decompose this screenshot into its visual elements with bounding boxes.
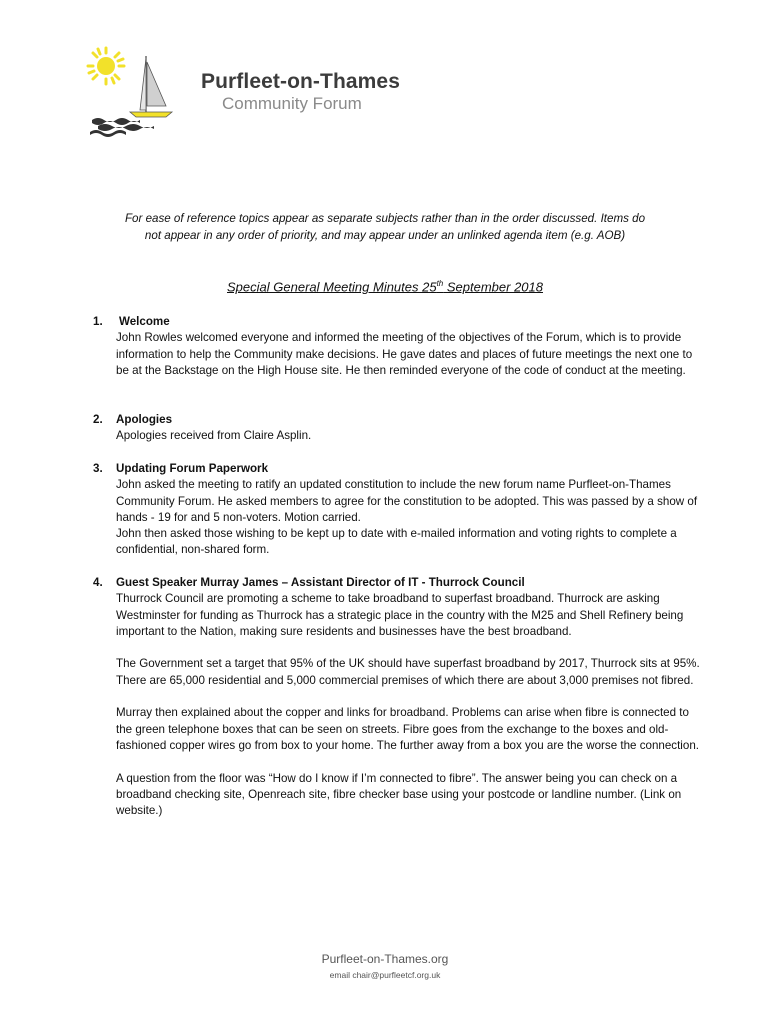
- section-paragraph: John asked the meeting to ratify an updated constitution to include the new forum name Purfleet-on-Thames Community Forum. He asked members to agree for the constitution to be adopted. This was passed by a show of hands - 19 for and 5 non-voters. Motion carried.: [116, 478, 698, 524]
- footer-website: Purfleet-on-Thames.org: [321, 952, 449, 966]
- section-number: 4.: [93, 576, 103, 589]
- section-paragraph: The Government set a target that 95% of the UK should have superfast broadband by 2017, Thurrock sits at 95%. There are 65,000 residential and 5,000 commercial premises of which there are about 3,000 premises not fibred.: [116, 657, 700, 687]
- section-number: 1.: [93, 315, 103, 328]
- sailboat-icon: [130, 56, 172, 117]
- section-paragraph: Murray then explained about the copper and links for broadband. Problems can arise when fibre is connected to the green telephone boxes that can be seen on streets. Fibre goes from the exchange to the boxes and old-fashioned copper wires go from box to your home. The further away from a box you are the worse the connection.: [116, 706, 700, 752]
- meeting-title-date: September 2018: [443, 279, 543, 295]
- section-paragraph: A question from the floor was “How do I know if I’m connected to fibre”. The answer being you can check on a broadband checking site, Openreach site, fibre checker base using your postcode or landline number. (Link on website.): [116, 771, 682, 818]
- meeting-title-sup: th: [436, 279, 444, 288]
- section-heading: Apologies: [116, 413, 173, 426]
- section-welcome: [93, 314, 703, 379]
- forum-logo: [80, 40, 190, 140]
- section-paragraph: John Rowles welcomed everyone and informed the meeting of the objectives of the Forum, which is to provide information to help the Community make decisions. He gave dates and places of future meetings the next one to be at the Backstage on the High House site. He then reminded everyone of the code of conduct at the meeting.: [116, 331, 693, 377]
- footer-email: email chair@purfleetcf.org.uk: [329, 970, 441, 980]
- section-number: 2.: [93, 413, 103, 426]
- section-paragraph: Thurrock Council are promoting a scheme to take broadband to superfast broadband. Thurrock are asking Westminster for funding as Thurrock has a strategic place in the country with the M25 and Shell Refinery being important to the Nation, making sure residents and businesses have the best broadband.: [116, 592, 684, 638]
- water-icon: [90, 118, 154, 137]
- section-heading: Guest Speaker Murray James – Assistant Director of IT - Thurrock Council: [116, 576, 525, 589]
- meeting-title-text: Special General Meeting Minutes 25: [227, 279, 437, 295]
- section-paragraph: Apologies received from Claire Asplin.: [116, 429, 312, 443]
- section-heading: Updating Forum Paperwork: [116, 462, 269, 475]
- section-apologies: [93, 412, 703, 445]
- section-number: 3.: [93, 462, 103, 475]
- sun-icon: [88, 48, 124, 84]
- org-subtitle: Community Forum: [222, 94, 362, 113]
- meeting-title: [120, 279, 650, 294]
- section-guest-speaker: [93, 575, 703, 819]
- section-paperwork: [93, 461, 703, 559]
- section-heading: Welcome: [119, 315, 170, 328]
- intro-note: For ease of reference topics appear as separate subjects rather than in the order discussed. Items do not appear in any order of priority, and may appear under an unlinked agenda item (e.g. AOB): [124, 212, 646, 242]
- section-paragraph: John then asked those wishing to be kept up to date with e-mailed information and voting rights to complete a confidential, non-shared form.: [116, 527, 677, 557]
- org-title: Purfleet-on-Thames: [201, 70, 400, 93]
